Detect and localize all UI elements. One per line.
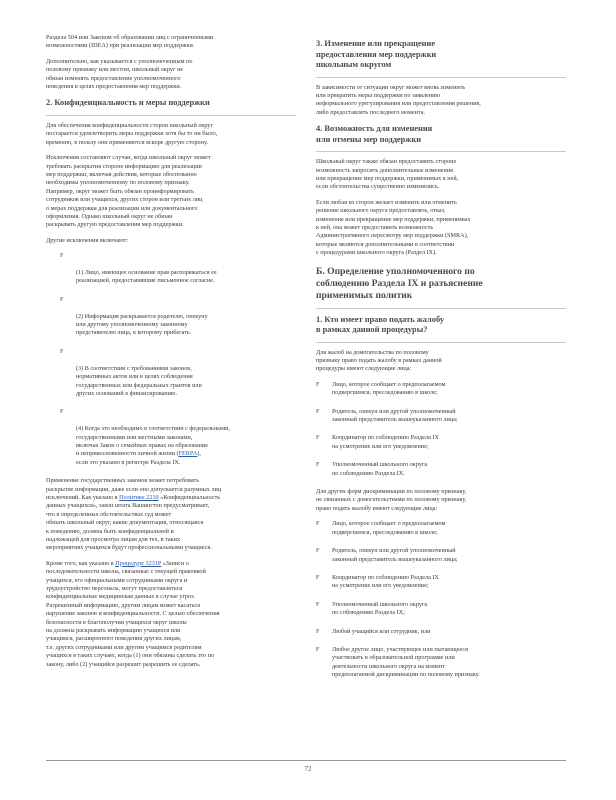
list-item (316, 628, 566, 636)
divider (316, 151, 566, 152)
list-item-text: Координатор по соблюдению Раздела IX на усмотрение или его уведомление; (332, 573, 439, 590)
paragraph: В зависимости от ситуации округ может вновь изменить или прекратить меры поддержки по заявлению неформального урегулирования или предоставления решения, либо предоставлять последнего момента. (316, 83, 481, 116)
list-item (316, 574, 566, 591)
paragraph: Для жалоб на домогательства по половому признаку право подать жалобу в рамках данной процедуры имеют следующие лица: (316, 348, 442, 373)
list-item (316, 646, 566, 680)
list-item-text: Родитель, опекун или другой уполномоченный законный представитель вышеуказанного лица; (332, 407, 458, 424)
paragraph: Дополнительно, как указывается с уполномоченным по половому признаку или местом, школьный округ не обязан изменять предоставление уполномоченного поведения в целях предоставления мер поддержки. (46, 57, 193, 91)
list-item (316, 601, 566, 618)
divider (316, 77, 566, 78)
list-item (316, 434, 566, 451)
bullet-icon: F (316, 408, 320, 415)
list-item (316, 547, 566, 564)
left-column (46, 34, 296, 676)
bullet-icon: F (316, 646, 320, 653)
paragraph: Школьный округ также обязан предоставить стороне возможность запросить дополнительные изменения или прекращение мер поддержки, применимых к ней, если обстоятельства существенно изменились. (316, 158, 459, 191)
list-item (60, 252, 296, 286)
list-item-text: Лицо, которое сообщает о предполагаемом подвергшемся, преследованию в школе; (332, 380, 446, 397)
paragraph-text-end: «Конфиденциальность данных учащихся», закон штата Вашингтон предусматривает, что в определенных обстоятельствах суд может обязать школьный округ, какие документация, относящаяся к поведению, должна быть конфиденциальной и надлежащей для просмотра лицам для тех, в таких мероприятиях учащихся будут профессиональными учащиеся. (46, 493, 221, 552)
paragraph-text-end: «Записи о последовательности школы, связанные с текущей практикой учащихся, его официальными сотрудниками округа и трудоустройство персонала, могут предоставляться конфиденциальные медицинская данных в случае угроз. Разрешенный информацию, другим лицам может касаться нарушение законов и конфиденциальности. С целью обеспечения безопасности в благополучии учащихся округ школы на должны раскрывать информацию учащихся или учащимся, расширенного поведения других лицам, т.е. других сотрудниками или другим учащимся родителям учащихся в таких случаях, когда (1) они обязаны сделать это по закону, либо (2) учащийся разрешит разрешить ее сделать. (46, 559, 220, 668)
bullet-icon: F (316, 435, 320, 442)
divider (316, 308, 566, 309)
list-item-text: Координатор по соблюдению Раздела IX на усмотрение или его уведомление; (332, 434, 439, 450)
divider (46, 115, 296, 116)
procedure-3231p-link[interactable]: Процедуре 3231P (115, 559, 162, 567)
paragraph: Если любая из сторон желает изменить или отменить решение школьного округа предоставлять, отказ, изменение или прекращение мер поддержки, применимых к ней, она может предоставить возможность Административного пересмотру мер поддержки (SMRA), которые являются дополнительными в соответствии с процедурами школьного округа (Раздел IX). (316, 198, 471, 257)
list-item (60, 408, 296, 467)
bullet-icon: F (316, 521, 320, 528)
eligible-list-discrimination (316, 520, 566, 679)
section-heading-change-support: 3. Изменение или прекращение предоставления мер поддержки школьным округом (316, 39, 437, 69)
list-item-text: Родитель, опекун или другой уполномоченный законный представитель вышеуказанного лица; (332, 547, 458, 563)
list-item (60, 348, 296, 398)
list-item-text: Уполномоченный школьного округа по соблюдению Раздела IX. (332, 461, 428, 477)
section-heading-modify-support: 4. Возможность для изменения или отмены мер поддержки (316, 124, 433, 144)
bullet-icon: F (316, 548, 320, 555)
paragraph: Другие исключения включают: (46, 236, 129, 244)
list-item (316, 520, 566, 537)
paragraph-procedure-3231p (46, 560, 296, 669)
list-item-text: Любой учащийся или сотрудник, или (332, 627, 431, 635)
footer-divider (46, 760, 566, 761)
list-item-text: Уполномоченный школьного округа по соблюдению Раздела IX; (332, 600, 428, 617)
paragraph: Раздела 504 или Законом об образовании лиц с ограниченными возможностями (IDEA) при реализации мер поддержки. (46, 34, 214, 50)
section-heading-who-may-file: 1. Кто имеет право подать жалобу в рамках данной процедуры? (316, 314, 445, 335)
page-number: 72 (304, 765, 312, 773)
bullet-icon: F (316, 574, 320, 581)
bullet-icon: F (60, 409, 64, 416)
paragraph-text-start: Кроме того, как указано в (46, 559, 116, 567)
paragraph-text-start: Применение государственных законов может потребовать раскрытие информации, даже если оно допускается разумных лиц исключений. Как указано в (46, 477, 222, 501)
list-item-text: Лицо, которое сообщает о предполагаемом подвергшемся, преследованию в школе; (332, 520, 446, 536)
ferpa-link[interactable]: FERPA (178, 450, 198, 458)
list-item (60, 296, 296, 338)
paragraph: Для других форм дискриминации по половому признаку, не связанных с домогательствами по половому признаку, право подать жалобу имеют следующие лица: (316, 488, 467, 512)
list-item (316, 461, 566, 478)
list-item (316, 408, 566, 425)
policy-2210-link[interactable]: Политике 2210 (119, 493, 159, 501)
bullet-icon: F (60, 296, 64, 303)
list-item-text: Любое другое лицо, участвующее или пытающееся участвовать в образовательной программе или деятельности школьного округа на момент предполагаемой дискриминации по половому признаку. (332, 645, 480, 679)
bullet-icon: F (316, 381, 320, 388)
list-item (316, 381, 566, 398)
list-item-text (76, 425, 230, 466)
bullet-icon: F (60, 253, 64, 260)
right-column (316, 34, 566, 690)
list-item-text-start: (4) Когда это необходимо в соответствии с федеральными, государственными или местными законами, включая Закон о семейных правах на образование и неприкосновенности личной жизни ( (76, 425, 230, 458)
paragraph: Для обеспечения конфиденциальности сторон школьный округ постарается удовлетворить меры поддержки хотя бы то ни было, временно, в пользу они применяются вскоре другую сторону. (46, 121, 218, 146)
bullet-icon: F (316, 601, 320, 608)
section-heading-confidentiality: 2. Конфиденциальность и меры поддержки (46, 98, 210, 108)
list-item-text: (2) Информация раскрывается родителю, опекуну или другому уполномоченному законному представителю лица, к которому прибегать. (76, 312, 208, 337)
eligible-list-harassment (316, 381, 566, 478)
bullet-icon: F (316, 462, 320, 469)
list-item-text: (1) Лицо, имеющее основание прав распоряжаться ее реализацией, предоставившие письменное согласие. (76, 269, 217, 285)
bullet-icon: F (60, 348, 64, 355)
paragraph: Исключения составляют случаи, когда школьный округ может требовать раскрытия стороне информацию для реализации мер поддержки, включая действия, которые обоснованно необходимы уполномоченному по половому признаку. Например, округ может быть обязан проинформировать сотрудников или учащихся, других сторон или третьих лиц о мерах поддержки для реализации или документального оформления. Однако школьный округ не обязан раскрывать другую предоставления мер поддержки. (46, 154, 211, 229)
bullet-icon: F (316, 628, 320, 635)
section-heading-title-ix: Б. Определение уполномоченного по соблюдению Раздела IX и разъяснение применимых политик (316, 265, 483, 301)
list-item-text-end: ), если это указано в регистре Раздела IX. (76, 450, 201, 466)
paragraph-policy-2210 (46, 477, 296, 553)
divider (316, 342, 566, 343)
list-item-text: (3) В соответствии с требованиями законов, нормативных актов или в целях соблюдения государственных или федеральных грантов или других оснований к финансированию. (76, 364, 202, 397)
